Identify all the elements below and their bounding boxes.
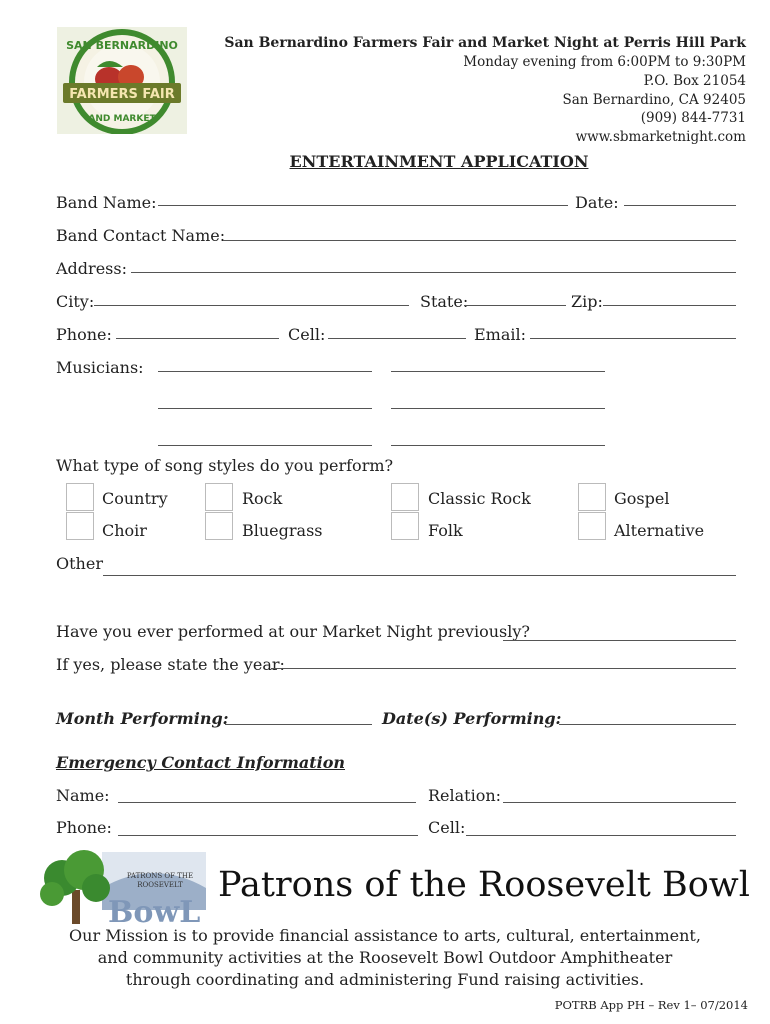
rb-logo-line2: ROOSEVELT [137,881,183,889]
musician-field[interactable] [158,408,372,409]
emergency-relation-label: Relation: [428,786,502,805]
performed-before-field[interactable] [503,640,736,641]
rb-logo-bowl: BowL [108,895,201,928]
option-folk-label: Folk [428,521,463,540]
date-field[interactable] [624,205,736,206]
option-country-label: Country [102,489,168,508]
emergency-phone-field[interactable] [118,835,418,836]
city-field[interactable] [94,305,409,306]
option-gospel-label: Gospel [614,489,670,508]
header-schedule: Monday evening from 6:00PM to 9:30PM [463,54,746,70]
logo-top-text: SAN BERNARDINO [66,39,178,52]
mission-line-2: and community activities at the Roosevelt Bowl Outdoor Amphitheater [97,948,673,967]
farmers-fair-logo [57,27,187,134]
cell-field[interactable] [328,338,466,339]
footer-revision: POTRB App PH – Rev 1– 07/2014 [554,998,748,1012]
musician-field[interactable] [391,408,605,409]
other-field[interactable] [103,575,736,576]
checkbox-choir[interactable] [66,512,94,540]
email-field[interactable] [530,338,736,339]
emergency-heading: Emergency Contact Information [56,753,346,772]
logo-banner-text: FARMERS FAIR [69,87,175,102]
year-label: If yes, please state the year: [56,655,285,674]
rb-logo-line1: PATRONS OF THE [126,872,194,880]
band-name-label: Band Name: [56,193,157,212]
checkbox-alternative[interactable] [578,512,606,540]
month-performing-label: Month Performing: [56,709,229,728]
option-alternative-label: Alternative [614,521,705,540]
performed-before-question: Have you ever performed at our Market Night previously? [56,622,530,641]
date-label: Date: [575,193,619,212]
state-label: State: [420,292,469,311]
email-label: Email: [474,325,527,344]
address-label: Address: [56,259,127,278]
option-bluegrass-label: Bluegrass [242,521,323,540]
option-rock-label: Rock [242,489,283,508]
zip-label: Zip: [571,292,603,311]
emergency-cell-field[interactable] [466,835,736,836]
phone-field[interactable] [116,338,279,339]
band-contact-field[interactable] [223,240,736,241]
checkbox-classic-rock[interactable] [391,483,419,511]
header-city: San Bernardino, CA 92405 [562,92,746,108]
dates-performing-label: Date(s) Performing: [382,709,562,728]
band-name-field[interactable] [158,205,568,206]
emergency-name-field[interactable] [118,802,416,803]
state-field[interactable] [464,305,566,306]
emergency-name-label: Name: [56,786,110,805]
dates-performing-field[interactable] [559,724,736,725]
mission-line-1: Our Mission is to provide financial assistance to arts, cultural, entertainment, [69,926,701,945]
musician-field[interactable] [158,445,372,446]
option-choir-label: Choir [102,521,147,540]
musician-field[interactable] [391,371,605,372]
checkbox-country[interactable] [66,483,94,511]
zip-field[interactable] [603,305,736,306]
song-styles-question: What type of song styles do you perform? [56,456,394,475]
mission-line-3: through coordinating and administering Fund raising activities. [125,970,645,989]
city-label: City: [56,292,95,311]
checkbox-folk[interactable] [391,512,419,540]
emergency-cell-label: Cell: [428,818,466,837]
logo-bottom-text: AND MARKET [88,114,156,124]
year-field[interactable] [271,668,736,669]
emergency-phone-label: Phone: [56,818,112,837]
other-label: Other [56,554,103,573]
cell-label: Cell: [288,325,326,344]
musician-field[interactable] [391,445,605,446]
band-contact-label: Band Contact Name: [56,226,226,245]
month-performing-field[interactable] [225,724,372,725]
form-title: ENTERTAINMENT APPLICATION [289,152,589,171]
roosevelt-bowl-logo [38,848,210,928]
header-website[interactable]: www.sbmarketnight.com [575,129,746,145]
roosevelt-bowl-title: Patrons of the Roosevelt Bowl [218,865,750,905]
checkbox-rock[interactable] [205,483,233,511]
musician-field[interactable] [158,371,372,372]
phone-label: Phone: [56,325,112,344]
header-phone: (909) 844-7731 [640,110,746,126]
address-field[interactable] [131,272,736,273]
option-classic-rock-label: Classic Rock [428,489,531,508]
checkbox-bluegrass[interactable] [205,512,233,540]
header-po-box: P.O. Box 21054 [643,73,746,89]
header-title: San Bernardino Farmers Fair and Market Night at Perris Hill Park [224,35,746,51]
musicians-label: Musicians: [56,358,144,377]
emergency-relation-field[interactable] [503,802,736,803]
checkbox-gospel[interactable] [578,483,606,511]
